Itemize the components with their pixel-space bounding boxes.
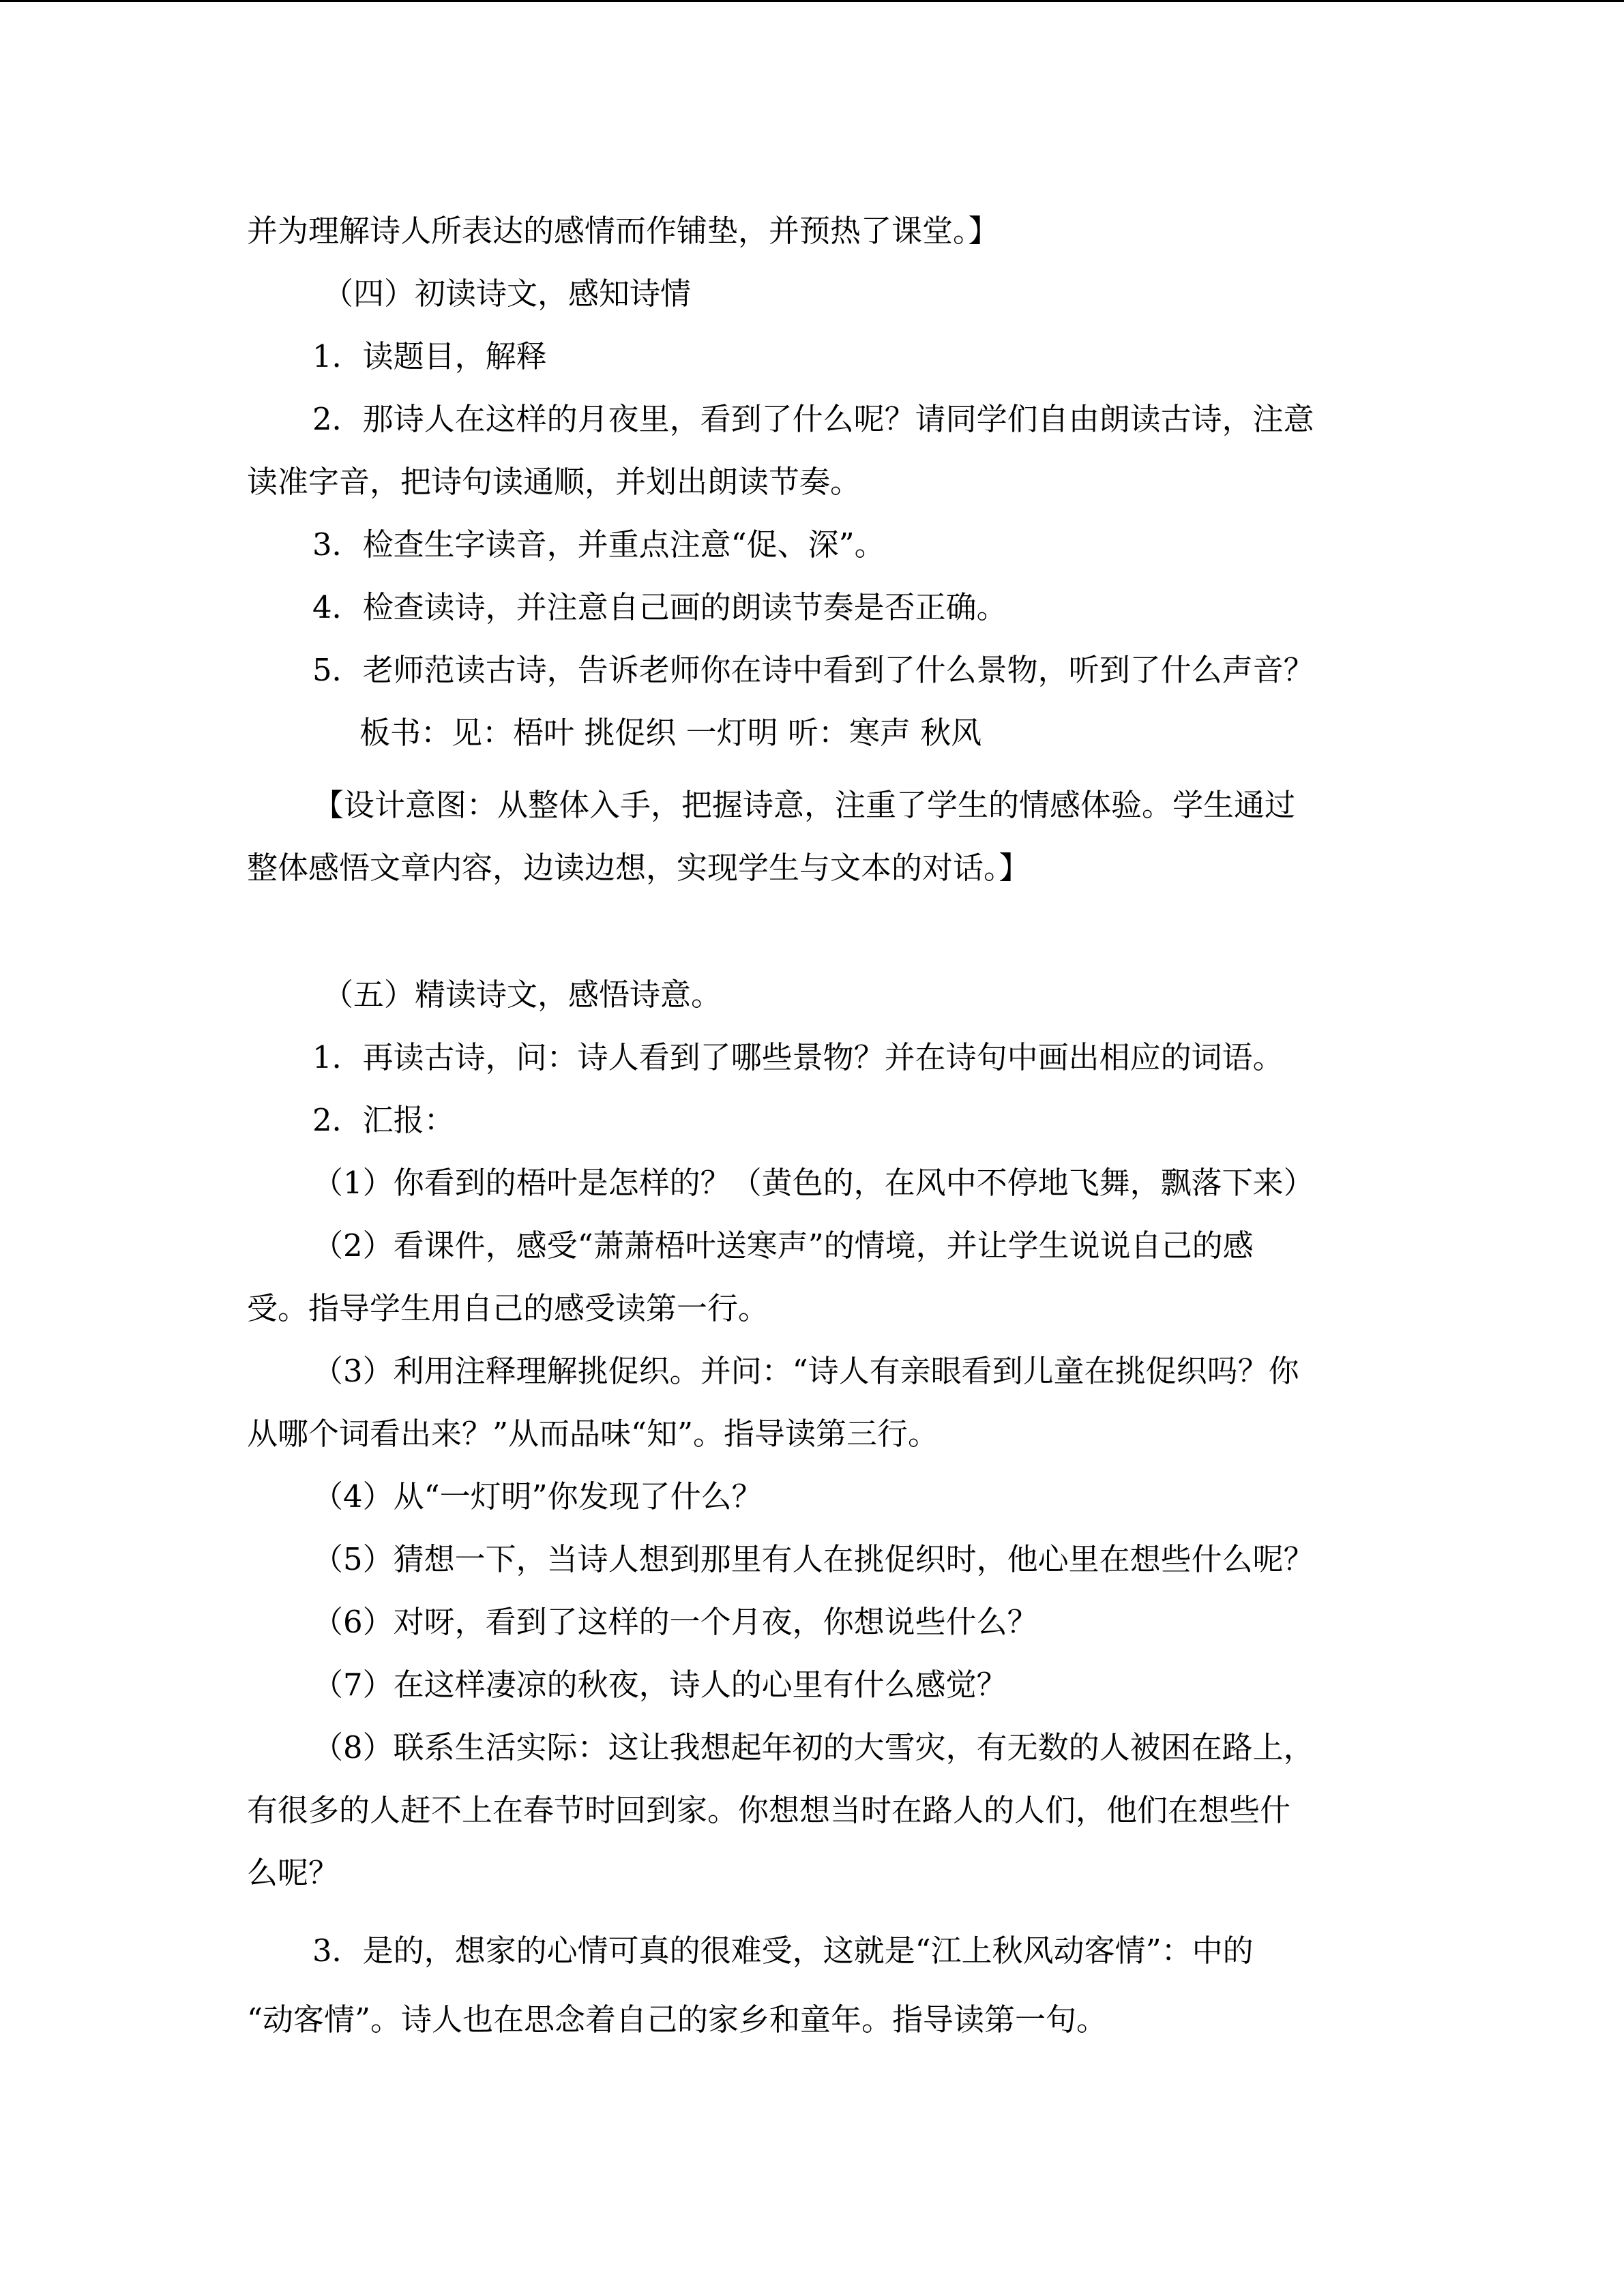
list-item: （5）猜想一下，当诗人想到那里有人在挑促织时，他心里在想些什么呢？: [312, 1541, 1314, 1577]
list-item: （1）你看到的梧叶是怎样的？（黄色的，在风中不停地飞舞，飘落下来）: [312, 1165, 1314, 1201]
paragraph-line: 么呢？: [247, 1855, 340, 1891]
paragraph-line: 有很多的人赶不上在春节时回到家。你想想当时在路人的人们，他们在想些什: [247, 1792, 1291, 1828]
paragraph-line: 整体感悟文章内容，边读边想，实现学生与文本的对话。】: [247, 850, 1030, 886]
list-item: 4．检查读诗，并注意自己画的朗读节奏是否正确。: [312, 589, 1007, 625]
list-item: （6）对呀，看到了这样的一个月夜，你想说些什么？: [312, 1604, 1038, 1640]
list-item: 1．再读古诗，问：诗人看到了哪些景物？并在诗句中画出相应的词语。: [312, 1039, 1284, 1075]
paragraph-line: 受。指导学生用自己的感受读第一行。: [247, 1290, 769, 1326]
list-item: 2．那诗人在这样的月夜里，看到了什么呢？请同学们自由朗读古诗，注意: [312, 401, 1314, 437]
list-item: （4）从“一灯明”你发现了什么？: [312, 1478, 763, 1515]
section-heading: （五）精读诗文，感悟诗意。: [323, 976, 722, 1013]
design-intent: 【设计意图：从整体入手，把握诗意，注重了学生的情感体验。学生通过: [313, 787, 1296, 823]
paragraph-line: 并为理解诗人所表达的感情而作铺垫，并预热了课堂。】: [247, 213, 999, 249]
list-item: （3）利用注释理解挑促织。并问：“诗人有亲眼看到儿童在挑促织吗？你: [312, 1353, 1299, 1389]
list-item: 5．老师范读古诗，告诉老师你在诗中看到了什么景物，听到了什么声音？: [312, 652, 1314, 688]
list-item: （7）在这样凄凉的秋夜，诗人的心里有什么感觉？: [312, 1667, 1007, 1703]
paragraph-line: “动客情”。诗人也在思念着自己的家乡和童年。指导读第一句。: [247, 2001, 1108, 2038]
list-item: 1．读题目，解释: [312, 338, 547, 374]
paragraph-line: 从哪个词看出来？”从而品味“知”。指导读第三行。: [247, 1416, 939, 1452]
list-item: 3．检查生字读音，并重点注意“促、深”。: [312, 526, 885, 563]
list-item: 2．汇报：: [312, 1102, 455, 1138]
board-notes: 板书：见：梧叶 挑促织 一灯明 听：寒声 秋风: [359, 715, 982, 751]
section-heading: （四）初读诗文，感知诗情: [323, 275, 692, 312]
paragraph-line: 读准字音，把诗句读通顺，并划出朗读节奏。: [247, 464, 861, 500]
list-item: （2）看课件，感受“萧萧梧叶送寒声”的情境，并让学生说说自己的感: [312, 1227, 1254, 1264]
list-item: （8）联系生活实际：这让我想起年初的大雪灾，有无数的人被困在路上，: [312, 1729, 1314, 1765]
list-item: 3．是的，想家的心情可真的很难受，这就是“江上秋风动客情”：中的: [312, 1933, 1254, 1969]
